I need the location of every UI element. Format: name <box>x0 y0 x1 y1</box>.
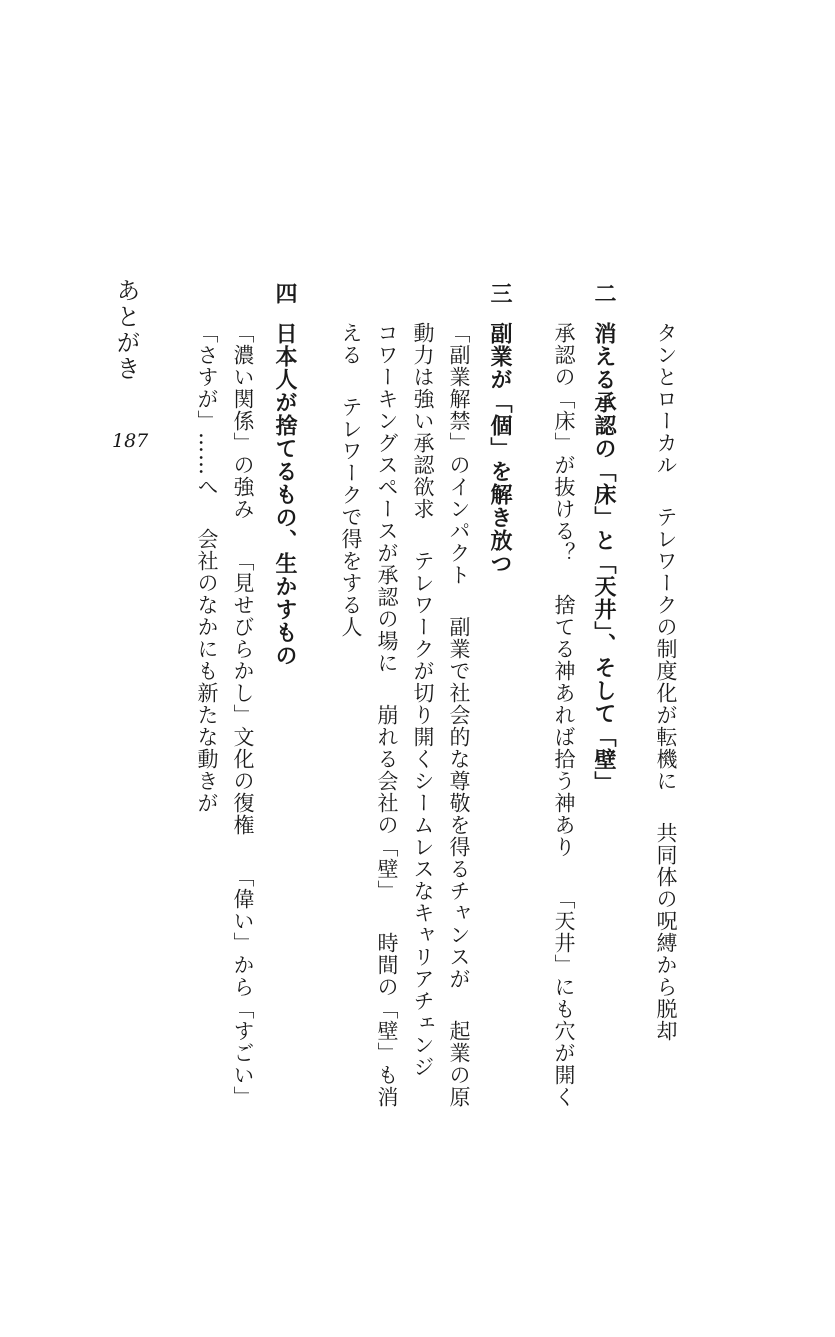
toc-topic: コワーキングスペースが承認の場に <box>375 322 399 674</box>
toc-topic: 崩れる会社の「壁」 <box>375 704 399 902</box>
toc-topic: タンとローカル <box>654 322 678 476</box>
toc-line <box>448 322 469 1108</box>
toc-line <box>196 322 217 814</box>
section-title: 消える承認の「床」と「天井」、そして「壁」 <box>591 322 616 794</box>
toc-line <box>340 322 361 638</box>
toc-line <box>655 322 676 1042</box>
toc-topic: テレワークが切り開くシームレスなキャリアチェンジ <box>411 550 435 1078</box>
toc-topic: 「見せびらかし」文化の復権 <box>231 550 255 836</box>
toc-topic: 動力は強い承認欲求 <box>411 322 435 520</box>
section-number: 二 <box>591 282 616 304</box>
toc-topic: 「副業解禁」のインパクト <box>447 322 471 586</box>
section-title: 副業が「個」を解き放つ <box>487 322 512 575</box>
toc-topic: 承認の「床」が抜ける？ <box>552 322 576 564</box>
toc-topic: テレワークの制度化が転機に <box>654 506 678 792</box>
toc-topic: 共同体の呪縛から脱却 <box>654 822 678 1042</box>
toc-line <box>376 322 397 1108</box>
toc-topic: える <box>339 322 363 366</box>
toc-topic: 「偉い」から「すごい」 <box>231 866 255 1108</box>
toc-topic: 「天井」にも穴が開く <box>552 888 576 1108</box>
toc-topic: 会社のなかにも新たな動きが <box>195 528 219 814</box>
section-number: 三 <box>487 282 512 304</box>
afterword-page-number: 187 <box>112 430 149 452</box>
toc-line <box>553 322 574 1108</box>
section-number: 四 <box>272 282 297 304</box>
toc-topic: テレワークで得をする人 <box>339 396 363 638</box>
toc-topic: 時間の「壁」も消 <box>375 932 399 1108</box>
toc-line <box>412 322 433 1078</box>
toc-topic: 「濃い関係」の強み <box>231 322 255 520</box>
toc-topic: 「さすが」……へ <box>195 322 219 498</box>
afterword-title: あとがき <box>112 278 140 382</box>
toc-topic: 副業で社会的な尊敬を得るチャンスが <box>447 616 471 990</box>
toc-topic: 起業の原 <box>447 1020 471 1108</box>
section-title: 日本人が捨てるもの、生かすもの <box>272 322 297 667</box>
toc-topic: 捨てる神あれば拾う神あり <box>552 594 576 858</box>
toc-line <box>232 322 253 1108</box>
